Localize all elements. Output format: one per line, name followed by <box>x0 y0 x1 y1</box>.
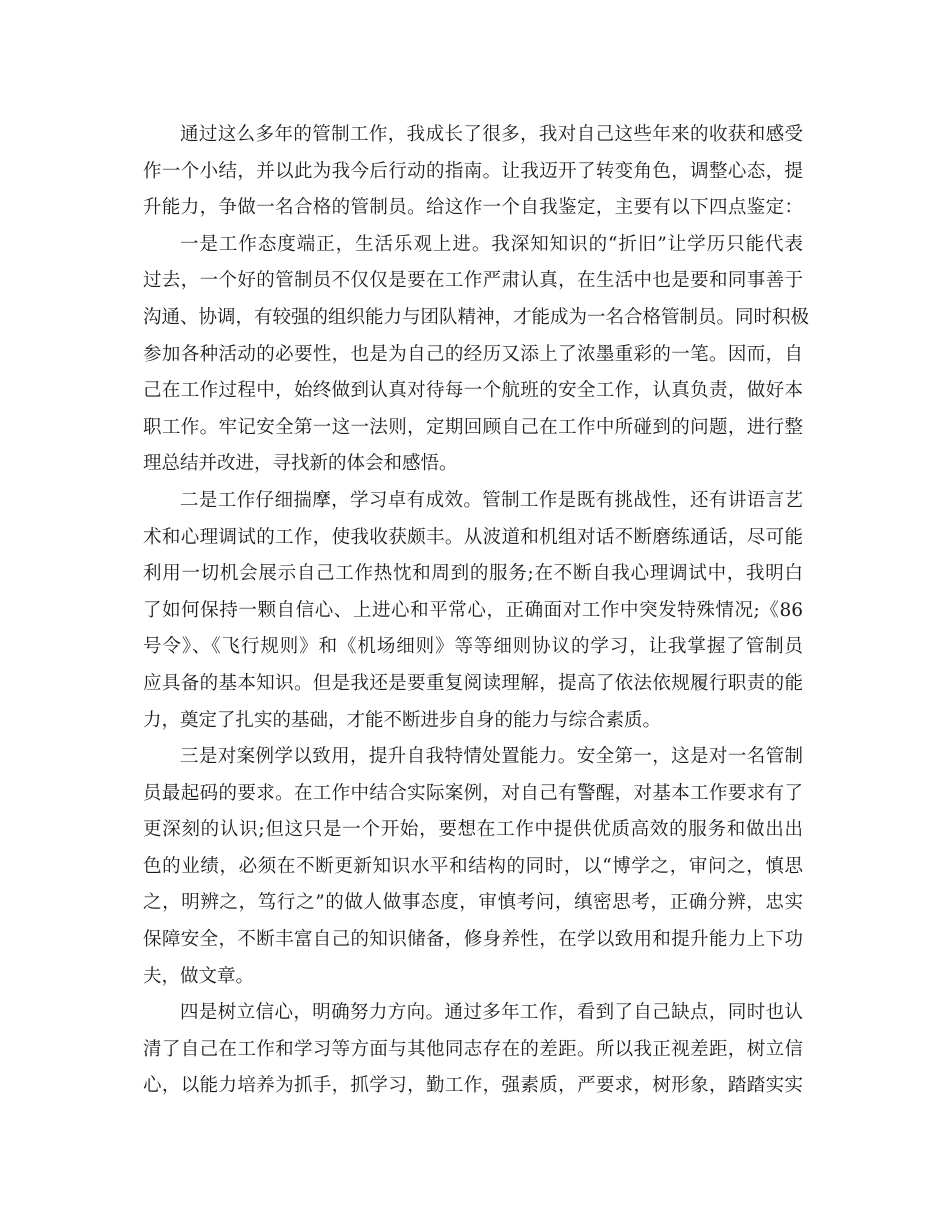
text-line: 员最起码的要求。在工作中结合实际案例，对自己有警醒，对基本工作要求有了 <box>143 782 803 804</box>
text-line: 夫，做文章。 <box>143 965 255 987</box>
text-line: 沟通、协调，有较强的组织能力与团队精神，才能成为一名合格管制员。同时积极 <box>143 306 810 328</box>
document-body <box>143 117 810 1105</box>
text-line: 理总结并改进，寻找新的体会和感悟。 <box>143 453 458 475</box>
text-line: 二是工作仔细揣摩，学习卓有成效。管制工作是既有挑战性，还有讲语言艺 <box>180 489 803 511</box>
text-line: 四是树立信心，明确努力方向。通过多年工作，看到了自己缺点，同时也认 <box>180 1002 803 1024</box>
text-line: 号令》、《飞行规则》和《机场细则》等等细则协议的学习，让我掌握了管制员 <box>143 636 803 658</box>
text-line: 色的业绩，必须在不断更新知识水平和结构的同时，以“博学之，审问之，慎思 <box>143 855 803 877</box>
text-line: 作一个小结，并以此为我今后行动的指南。让我迈开了转变角色，调整心态，提 <box>143 160 803 182</box>
text-line: 参加各种活动的必要性，也是为自己的经历又添上了浓墨重彩的一笔。因而，自 <box>143 343 803 365</box>
text-line: 之，明辨之，笃行之”的做人做事态度，审慎考问，缜密思考，正确分辨，忠实 <box>143 892 803 914</box>
text-line: 了如何保持一颗自信心、上进心和平常心，正确面对工作中突发特殊情况;《86 <box>143 599 803 621</box>
text-line: 保障安全，不断丰富自己的知识储备，修身养性，在学以致用和提升能力上下功 <box>143 929 803 951</box>
text-line: 应具备的基本知识。但是我还是要重复阅读理解，提高了依法依规履行职责的能 <box>143 672 803 694</box>
text-line: 力，奠定了扎实的基础，才能不断进步自身的能力与综合素质。 <box>143 709 662 731</box>
text-line: 心，以能力培养为抓手，抓学习，勤工作，强素质，严要求，树形象，踏踏实实 <box>143 1075 803 1097</box>
text-line: 利用一切机会展示自己工作热忱和周到的服务;在不断自我心理调试中，我明白 <box>143 563 803 585</box>
text-line: 过去，一个好的管制员不仅仅是要在工作严肃认真，在生活中也是要和同事善于 <box>143 270 803 292</box>
text-line: 三是对案例学以致用，提升自我特情处置能力。安全第一，这是对一名管制 <box>180 746 803 768</box>
text-line: 术和心理调试的工作，使我收获颇丰。从波道和机组对话不断磨练通话，尽可能 <box>143 526 803 548</box>
text-line: 通过这么多年的管制工作，我成长了很多，我对自己这些年来的收获和感受 <box>180 124 803 145</box>
text-line: 职工作。牢记安全第一这一法则，定期回顾自己在工作中所碰到的问题，进行整 <box>143 416 803 438</box>
text-line: 一是工作态度端正，生活乐观上进。我深知知识的“折旧”让学历只能代表 <box>180 233 803 255</box>
text-line: 更深刻的认识;但这只是一个开始，要想在工作中提供优质高效的服务和做出出 <box>143 819 803 841</box>
text-line: 清了自己在工作和学习等方面与其他同志存在的差距。所以我正视差距，树立信 <box>143 1038 803 1060</box>
text-line: 己在工作过程中，始终做到认真对待每一个航班的安全工作，认真负责，做好本 <box>143 380 803 402</box>
text-line: 升能力，争做一名合格的管制员。给这作一个自我鉴定，主要有以下四点鉴定： <box>143 197 803 219</box>
